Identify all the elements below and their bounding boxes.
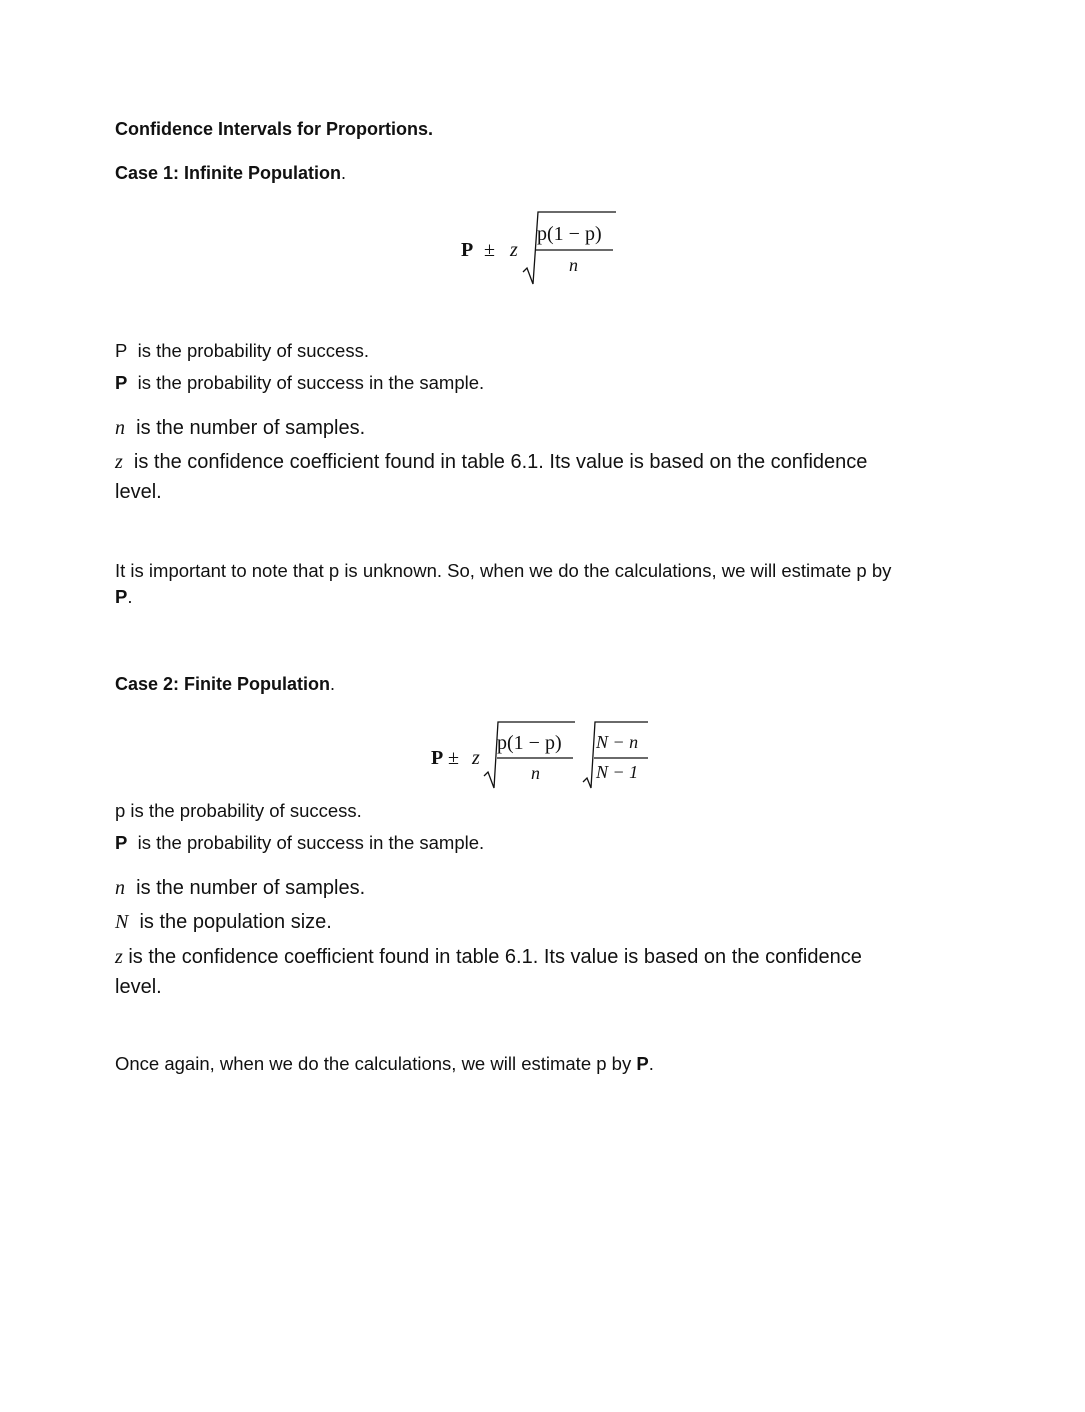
formula1-denominator: n <box>569 255 578 275</box>
case1-formula <box>460 208 620 288</box>
case1-note: It is important to note that p is unknown. So, when we do the calculations, we will estimate p by <box>115 560 892 581</box>
formula1-plus-minus: ± <box>484 239 495 261</box>
formula2-denominator: n <box>531 763 540 783</box>
note-text: Once again, when we do the calculations, we will estimate p by <box>115 1053 632 1074</box>
case2-def-n <box>115 877 365 900</box>
case1-def-z-cont: level. <box>115 481 162 503</box>
case2-def-N <box>115 911 332 934</box>
def-text: is the probability of success in the sample. <box>137 832 485 853</box>
page-title: Confidence Intervals for Proportions. <box>115 119 434 139</box>
case2-def-P <box>115 832 484 854</box>
def-text: is the population size. <box>139 911 332 933</box>
case2-def-p: p is the probability of success. <box>115 800 362 821</box>
case2-formula <box>430 718 660 794</box>
formula2-numerator2: N − n <box>596 732 639 752</box>
def-symbol: z <box>115 451 123 473</box>
def-text: is the number of samples. <box>136 877 366 899</box>
def-text: is the probability of success. <box>137 340 369 361</box>
def-text: is the probability of success in the sample. <box>137 372 485 393</box>
case1-def-P <box>115 372 484 394</box>
def-symbol: N <box>115 911 129 933</box>
def-symbol: z <box>115 946 123 968</box>
case2-note <box>115 1053 654 1075</box>
case2-heading <box>115 674 335 695</box>
note-P: P <box>636 1053 649 1074</box>
case1-heading-period: . <box>341 163 347 183</box>
def-text: is the number of samples. <box>136 417 366 439</box>
case2-heading-label: Case 2: Finite Population <box>115 674 331 694</box>
formula2-z: z <box>472 747 480 769</box>
formula1-numerator: p(1 − p) <box>537 223 602 245</box>
case2-def-z <box>115 946 862 969</box>
formula1-sqrt-sign <box>460 208 620 288</box>
def-symbol: n <box>115 877 125 899</box>
def-symbol: P <box>115 340 128 361</box>
formula2-denominator2: N − 1 <box>596 762 639 782</box>
def-symbol: P <box>115 832 128 853</box>
def-text: is the confidence coefficient found in table 6.1. Its value is based on the confidence <box>133 451 868 473</box>
formula1-P: P <box>461 239 474 261</box>
note-P: P <box>115 586 128 607</box>
case1-def-n <box>115 417 365 440</box>
def-symbol: n <box>115 417 125 439</box>
case1-heading-label: Case 1: Infinite Population <box>115 163 342 183</box>
case1-note-cont <box>115 586 132 608</box>
case2-def-z-cont: level. <box>115 976 162 998</box>
formula1-z: z <box>510 239 518 261</box>
note-period: . <box>648 1053 654 1074</box>
def-symbol: P <box>115 372 128 393</box>
formula2-P: P <box>431 747 444 769</box>
def-text: is the confidence coefficient found in table 6.1. Its value is based on the confidence <box>128 946 862 968</box>
case1-heading <box>115 163 346 184</box>
case2-heading-period: . <box>330 674 336 694</box>
note-period: . <box>127 586 133 607</box>
formula2-numerator: p(1 − p) <box>497 732 562 754</box>
case1-def-p <box>115 340 369 362</box>
case1-def-z <box>115 451 867 474</box>
formula2-plus-minus: ± <box>448 747 459 769</box>
